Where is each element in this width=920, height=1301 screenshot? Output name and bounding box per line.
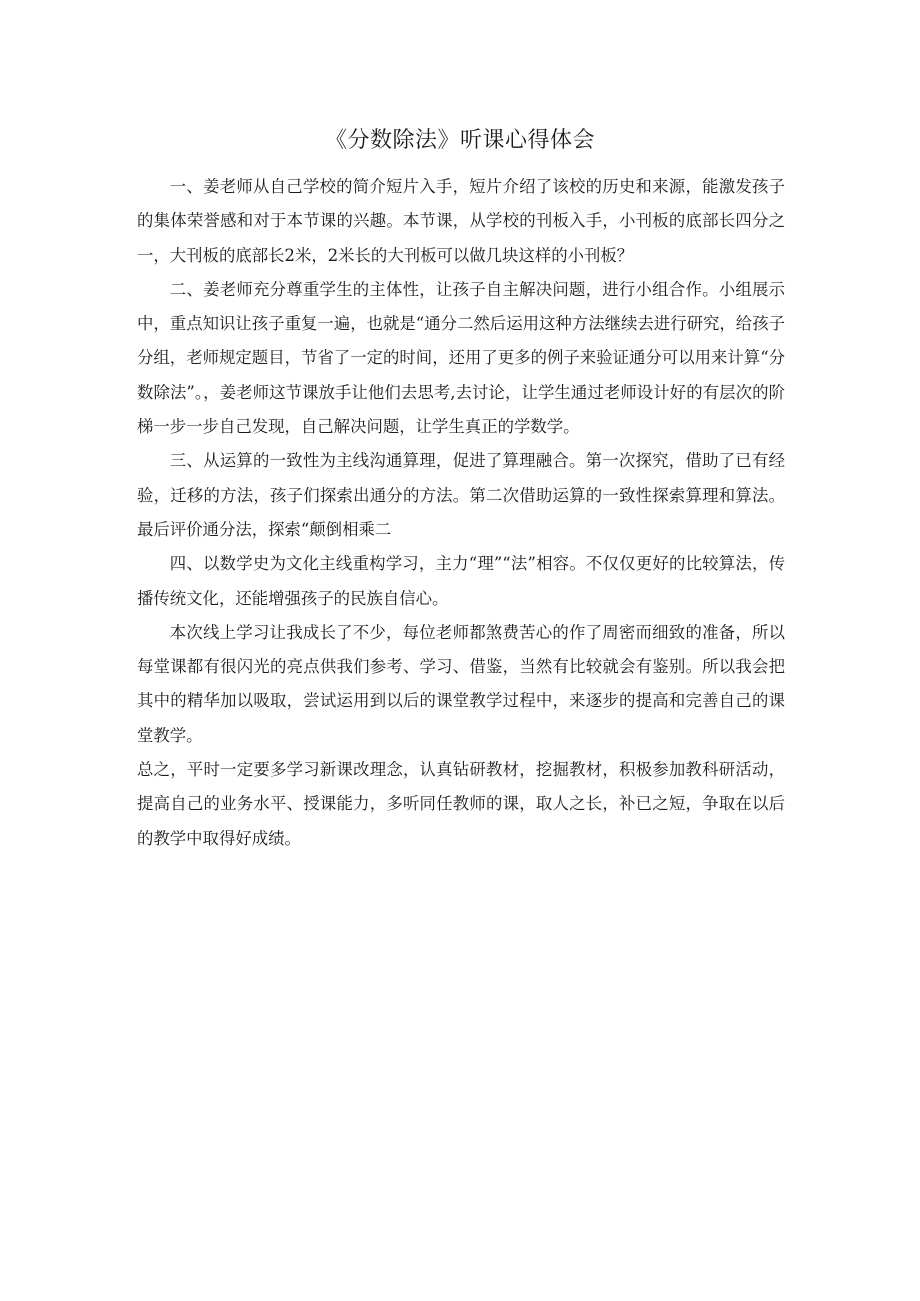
paragraph-1: 一、姜老师从自己学校的简介短片入手，短片介绍了该校的历史和来源，能激发孩子的集体荣誉感和对于本节课的兴趣。本节课，从学校的刊板入手，小刊板的底部长四分之一，大刊板的底部长2米，2米长的大刊板可以做几块这样的小刊板？ (137, 177, 785, 265)
document-title: 《分数除法》听课心得体会 (324, 128, 595, 153)
document-body (137, 170, 785, 856)
paragraph-2: 二、姜老师充分尊重学生的主体性，让孩子自主解决问题，进行小组合作。小组展示中，重点知识让孩子重复一遍，也就是“通分二然后运用这种方法继续去进行研究，给孩子分组，老师规定题目，节省了一定的时间，还用了更多的例子来验证通分可以用来计算“分数除法”。，姜老师这节课放手让他们去思考,去讨论，让学生通过老师设计好的有层次的阶梯一步一步自己发现，自己解决问题，让学生真正的学数学。 (137, 279, 785, 437)
paragraph-3: 三、从运算的一致性为主线沟通算理，促进了算理融合。第一次探究，借助了已有经验，迁移的方法，孩子们探索出通分的方法。第二次借助运算的一致性探索算理和算法。最后评价通分法，探索“颠倒相乘二 (137, 451, 785, 539)
paragraph-5: 本次线上学习让我成长了不少，每位老师都煞费苦心的作了周密而细致的准备，所以每堂课都有很闪光的亮点供我们参考、学习、借鉴，当然有比较就会有鉴别。所以我会把其中的精华加以吸取，尝试运用到以后的课堂教学过程中，来逐步的提高和完善自己的课堂教学。 (137, 622, 785, 745)
paragraph-4: 四、以数学史为文化主线重构学习，主力“理”“法”相容。不仅仅更好的比较算法，传播传统文化，还能增强孩子的民族自信心。 (137, 554, 785, 608)
paragraph-conclusion: 总之，平时一定要多学习新课改理念，认真钻研教材，挖掘教材，积极参加教科研活动，提高自己的业务水平、授课能力，多听同任教师的课，取人之长，补已之短，争取在以后的教学中取得好成绩。 (137, 760, 785, 848)
